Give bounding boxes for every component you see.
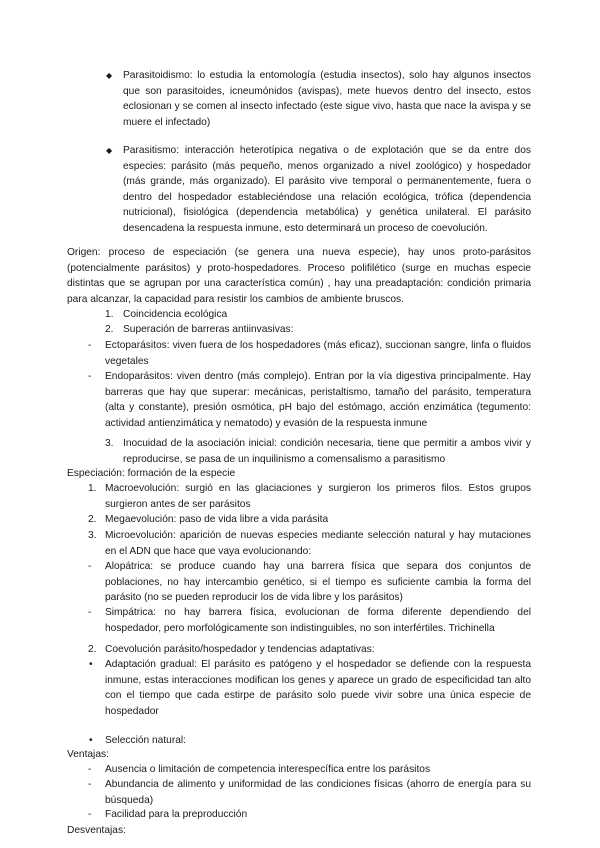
ventaja-item: Facilidad para la preproducción [105,809,248,820]
dash-marker: - [88,764,92,775]
dash-marker: - [88,340,92,351]
list-item-coincidencia: Coincidencia ecológica [123,309,228,320]
ventaja-item: Abundancia de alimento y uniformidad de las condiciones físicas (ahorro de energía para su búsqueda) [105,779,531,806]
ventaja-item: Ausencia o limitación de competencia interespecífica entre los parásitos [105,764,431,775]
parasitoidismo-paragraph: Parasitoidismo: lo estudia la entomología (estudia insectos), solo hay algunos insectos que son parasitoides, icneumónidos (avispas), mete huevos dentro del insecto, estos eclosionan y se comen al insecto infectado (este sigue vivo, hasta que nace la avispa y se muere el infectado) [123,70,531,128]
diamond-bullet-icon: ◆ [106,71,113,80]
list-number: 2. [88,644,97,655]
ectoparasitos-paragraph: Ectoparásitos: viven fuera de los hospedadores (más eficaz), succionan sangre, linfa o fluidos vegetales [105,340,531,367]
parasitismo-paragraph: Parasitismo: interacción heterotípica negativa o de explotación que se da entre dos especies: parásito (más pequeño, menos organizado a nivel zoológico) y hospedador (más grande, más organizado). El parásito vive temporal o permanentemente, fuera o dentro del hospedador estableciéndose una relación ecológica, trófica (dependencia nutricional), fisiológica (dependencia metabólica) y genética unilateral. El parásito desencadena la respuesta inmune, esto determinará un proceso de coevolución. [123,145,531,234]
list-item-superacion: Superación de barreras antiinvasivas: [123,324,294,335]
dash-marker: - [88,371,92,382]
inocuidad-paragraph: Inocuidad de la asociación inicial: condición necesaria, tiene que permitir a ambos vivir y reproducirse, se pasa de un inquilinismo a comensalismo a parasitismo [123,438,531,465]
list-number: 2. [88,514,97,525]
simpatrica-paragraph: Simpátrica: no hay barrera física, evolucionan de forma diferente dependiendo del hospedador, pero morfológicamente son indistinguibles, no son interfértiles. Trichinella [105,607,531,634]
microevolucion-paragraph: Microevolución: aparición de nuevas especies mediante selección natural y hay mutaciones en el ADN que hace que vaya evolucionando: [105,530,531,557]
macroevolucion-paragraph: Macroevolución: surgió en las glaciaciones y surgieron los primeros filos. Estos grupos surgieron antes de ser parásitos [105,483,531,510]
origen-paragraph: Origen: proceso de especiación (se genera una nueva especie), hay unos proto-parásitos (potencialmente parásitos) y proto-hospedadores. Proceso polifilético (surge en muchas especie distintas que se agrupan por una característica común) , hay una preadaptación: condición primaria para alcanzar, la capacidad para resistir los cambios de ambiente bruscos. [67,247,531,305]
bullet-dot-icon: • [89,735,93,746]
list-number: 2. [105,324,114,335]
endoparasitos-paragraph: Endoparásitos: viven dentro (más complejo). Entran por la vía digestiva principalmente. Hay barreras que hay que superar: mecánicas, peristaltismo, tamaño del parásito, temperatura (alta y constante), presión osmótica, pH bajo del estómago, acción enzimática (tegumento: actividad antienzimática y nematodo) y evasión de la respuesta inmune [105,371,531,429]
desventajas-heading: Desventajas: [67,825,126,836]
diamond-bullet-icon: ◆ [106,146,113,155]
list-number: 1. [105,309,114,320]
coevolucion-heading: Coevolución parásito/hospedador y tendencias adaptativas: [105,644,375,655]
megaevolucion-paragraph: Megaevolución: paso de vida libre a vida parásita [105,514,329,525]
adaptacion-paragraph: Adaptación gradual: El parásito es patógeno y el hospedador se defiende con la respuesta inmune, estas interacciones modifican los genes y aparece un grado de especificidad tan alto con el tiempo que cada estirpe de parásito solo puede vivir sobre una única especie de hospedador [105,659,531,717]
dash-marker: - [88,607,92,618]
bullet-dot-icon: • [89,659,93,670]
dash-marker: - [88,809,92,820]
list-number: 1. [88,483,97,494]
dash-marker: - [88,561,92,572]
dash-marker: - [88,779,92,790]
especiacion-heading: Especiación: formación de la especie [67,468,236,479]
ventajas-heading: Ventajas: [67,749,109,760]
list-number: 3. [88,530,97,541]
list-number: 3. [105,438,114,449]
alopatrica-paragraph: Alopátrica: se produce cuando hay una barrera física que separa dos conjuntos de poblaciones, no hay intercambio genético, si el tiempo es suficiente cambia la forma del parásito (no se pueden reproducir los de vida libre y los parásitos) [105,561,531,604]
seleccion-heading: Selección natural: [105,735,186,746]
